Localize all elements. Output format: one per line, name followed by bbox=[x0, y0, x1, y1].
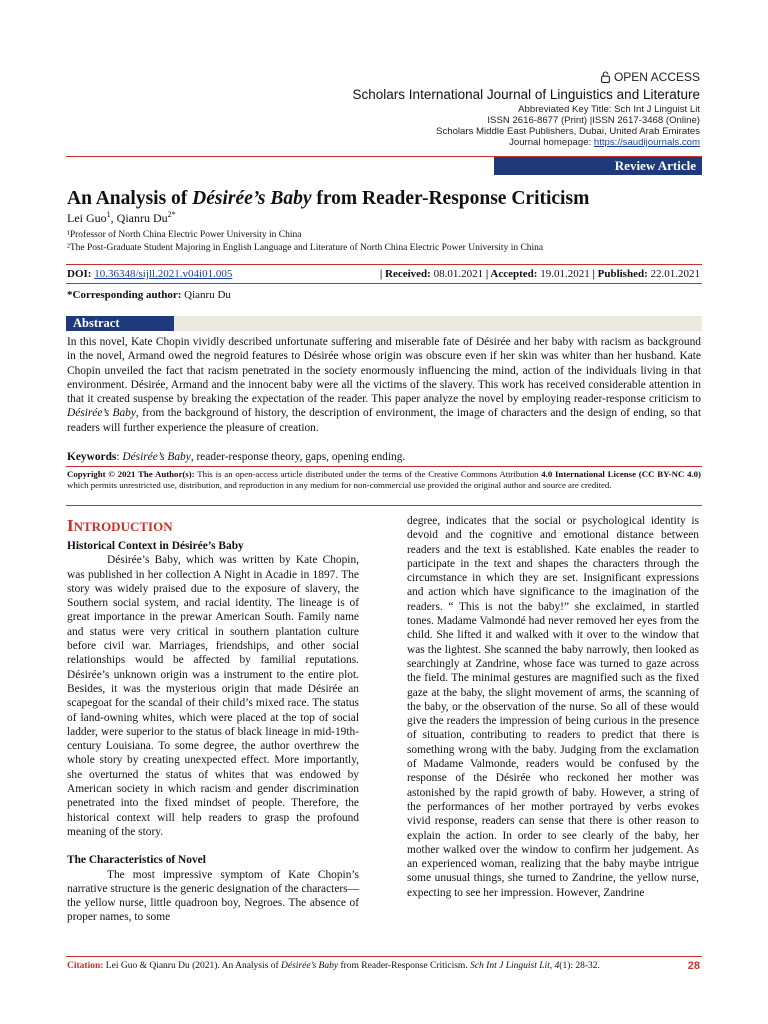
author-list: Lei Guo$^1$, Qianru $Du^{2*}$ bbox=[67, 210, 176, 225]
homepage-link[interactable]: https://saudijournals.com bbox=[593, 137, 700, 148]
body-column-right bbox=[407, 514, 699, 900]
copyright-label: Copyright © 2021 The Author(s): bbox=[67, 469, 195, 479]
author-2-sup: 2* bbox=[167, 210, 176, 219]
introduction-heading bbox=[67, 516, 359, 537]
open-lock-icon bbox=[601, 71, 610, 83]
page-number: 28 bbox=[687, 960, 700, 972]
keywords-italic: Désirée’s Baby bbox=[122, 451, 191, 463]
received-date: 08.01.2021 bbox=[433, 268, 484, 280]
doi-link[interactable]: 10.36348/sijll.2021.v04i01.005 bbox=[94, 268, 233, 280]
author-1-sup: 1 bbox=[106, 210, 111, 219]
corresponding-label: *Corresponding author: bbox=[67, 289, 185, 301]
open-access-text: OPEN ACCESS bbox=[613, 70, 700, 84]
journal-title: Scholars International Journal of Linguistics and Literature bbox=[352, 87, 700, 102]
copyright-divider-bottom bbox=[66, 505, 702, 506]
paragraph-characteristics: The most impressive symptom of Kate Chopin’s narrative structure is the generic designation of the characters—the yellow nurse, little quadroon boy, Negroes. The absence of proper names, to some bbox=[67, 868, 359, 924]
citation-line bbox=[67, 961, 600, 971]
published-label: | Published: bbox=[589, 268, 651, 280]
copyright-divider-top bbox=[66, 466, 702, 467]
citation-journal: Sch Int J Linguist Lit, 4 bbox=[470, 961, 560, 971]
corresponding-name: Qianru Du bbox=[184, 289, 231, 301]
article-type-badge: Review Article bbox=[494, 157, 702, 175]
keywords: Keywords: Désirée’s Baby, reader-response theory, gaps, opening ending. bbox=[67, 451, 406, 463]
accepted-date: 19.01.2021 bbox=[540, 268, 590, 280]
affiliation-2: ²The Post-Graduate Student Majoring in English Language and Literature of North China Electric Power University in China bbox=[67, 243, 544, 253]
body-column-left bbox=[67, 516, 359, 925]
abstract-heading: Abstract bbox=[66, 316, 174, 331]
copyright-notice bbox=[67, 469, 701, 491]
publisher-line: Scholars Middle East Publishers, Dubai, United Arab Emirates bbox=[436, 126, 700, 137]
intro-initial: I bbox=[67, 516, 74, 535]
doi-block bbox=[67, 268, 232, 280]
title-part-italic: Désirée’s Baby bbox=[192, 188, 312, 209]
copyright-license: 4.0 International License (CC BY-NC 4.0) bbox=[541, 469, 701, 479]
doi-divider-bottom bbox=[66, 283, 702, 284]
citation-label: Citation: bbox=[67, 961, 104, 971]
keywords-label: Keywords bbox=[67, 451, 117, 463]
dates-block bbox=[380, 268, 700, 280]
corresponding-author bbox=[67, 289, 231, 301]
citation-italic-title: Désirée’s Baby bbox=[281, 961, 339, 971]
title-part-pre: An Analysis of bbox=[67, 188, 193, 209]
keywords-rest: , reader-response theory, gaps, opening ending. bbox=[190, 451, 406, 463]
footer-divider bbox=[66, 956, 702, 957]
abbreviated-title: Abbreviated Key Title: Sch Int J Linguist Lit bbox=[518, 104, 700, 115]
homepage-label: Journal homepage: bbox=[509, 137, 594, 148]
received-label: | Received: bbox=[379, 268, 434, 280]
title-part-post: from Reader-Response Criticism bbox=[311, 188, 590, 209]
abstract-text bbox=[67, 335, 701, 435]
subheading-characteristics: The Characteristics of Novel bbox=[67, 854, 206, 867]
doi-label: DOI: bbox=[67, 268, 95, 280]
accepted-label: | Accepted: bbox=[483, 268, 541, 280]
paragraph-historical-context: Désirée’s Baby, which was written by Kate Chopin, was published in her collection A Night in Acadie in 1897. The story was widely praised due to the exposure of slavery, the Southern social system, and racial identity. The lineage is of great importance in the prewar American South. Family name and status were very critical in southern plantation culture before civil war. Marriages, friendships, and other social relationships would be affected by familial reputations. Désirée’s unknown origin was a instrument to the entire plot. Besides, it was the mysterious origin that made Désirée an scapegoat for the scandal of their child’s mixed race. The status of land-owning whites, which were placed at the top of social ladder, were superior to the status of black lineage in mid-19th-century Louisiana. To some degree, the author overthrew the whole story by creating unexpected effect. More importantly, she overturned the status of whites that was endowed by American society in which racism and gender discrimination penetrated into the fixed mindset of people. Therefore, the historical context will help readers to grasp the profound meaning of the story. bbox=[67, 554, 359, 838]
issn-line: ISSN 2616-8677 (Print) |ISSN 2617-3468 (Online) bbox=[487, 115, 700, 126]
published-date: 22.01.2021 bbox=[650, 268, 700, 280]
paragraph-right-column: degree, indicates that the social or psychological identity is devoid and the cognitive and emotional distance between readers and the text is established. Kate enables the reader to participate in the text and shapes the characters through the circumstance in which they are set. Insignificant expressions and action which have significance to the imagination of the readers. “ This is not the baby!” she exclaimed, in startled tones. Madame Valmondé had never removed her eyes from the child. She lifted it and walked with it over to the window that was the lightest. She scanned the baby narrowly, then looked as searchingly at Zandrine, whose face was turned to gaze across the field. The minimal gestures are magnified such as the fixed gaze at the baby, the slight movement of arms, the scanning of the baby, or the observation of the nurse. So all of these would give the readers the impression of being curious in the presence of situation, contributing to readers to predict that there is something wrong with the baby. Judging from the exclamation of Madame Valmonde, readers would be confused by the response of the Désirée who reckoned her mother was astonished by the rapid growth of baby. However, a string of the performances of her mother portrayed by verbs evokes vivid response, readers can sense that there is other reason to explain the action. In order to see clearly of the baby, her mother walked over the window to confirm her judgement. As an experienced woman, realizing that the baby maybe intrigue some unusual things, she turned to Zandrine, the yellow nurse, expecting to see her impression. However, Zandrine bbox=[407, 515, 699, 899]
author-1: Lei Guo bbox=[67, 211, 107, 225]
copyright-part-b: which permits unrestricted use, distribution, and reproduction in any medium for non-commercial use provided the original author and source are credited. bbox=[67, 480, 612, 490]
subheading-historical-context: Historical Context in Désirée’s Baby bbox=[67, 540, 244, 552]
open-access-label bbox=[601, 70, 700, 84]
doi-divider-top bbox=[66, 264, 702, 265]
citation-part-c: (1): 28-32. bbox=[559, 961, 600, 971]
intro-rest: NTRODUCTION bbox=[73, 519, 173, 534]
affiliation-1: ¹Professor of North China Electric Power University in China bbox=[67, 230, 302, 240]
citation-part-a: Lei Guo & Qianru Du (2021). An Analysis of bbox=[103, 961, 281, 971]
homepage-line bbox=[509, 137, 700, 148]
citation-part-b: from Reader-Response Criticism. bbox=[338, 961, 471, 971]
abstract-part-a: In this novel, Kate Chopin vividly described unfortunate suffering and miserable fate of Désirée and her baby with racism as background in the novel, Armand owed the negroid features to Désirée whose origin was obscure even if her skin was whiter than her husband. Kate Chopin unveiled the fact that racism penetrated in the society enormously influencing the mind, action of the individuals living in that environment. Désirée, Armand and the innocent baby were all the victims of the slavery. This work has received considerable attention in that it created suspense by breaking the expectation of the reader. This paper analyze the novel by employing reader-response criticism to bbox=[67, 336, 701, 406]
abstract-part-italic: Désirée’s Baby bbox=[67, 407, 136, 420]
abstract-part-b: , from the background of history, the description of environment, the image of characters and the design of ending, so that readers will further experience the pleasure of creation. bbox=[67, 407, 701, 434]
doi-row bbox=[67, 268, 700, 280]
paper-title bbox=[67, 188, 589, 210]
author-2: Qianru Du bbox=[116, 211, 168, 225]
copyright-part-a: This is an open-access article distributed under the terms of the Creative Commons Attribution bbox=[194, 469, 542, 479]
